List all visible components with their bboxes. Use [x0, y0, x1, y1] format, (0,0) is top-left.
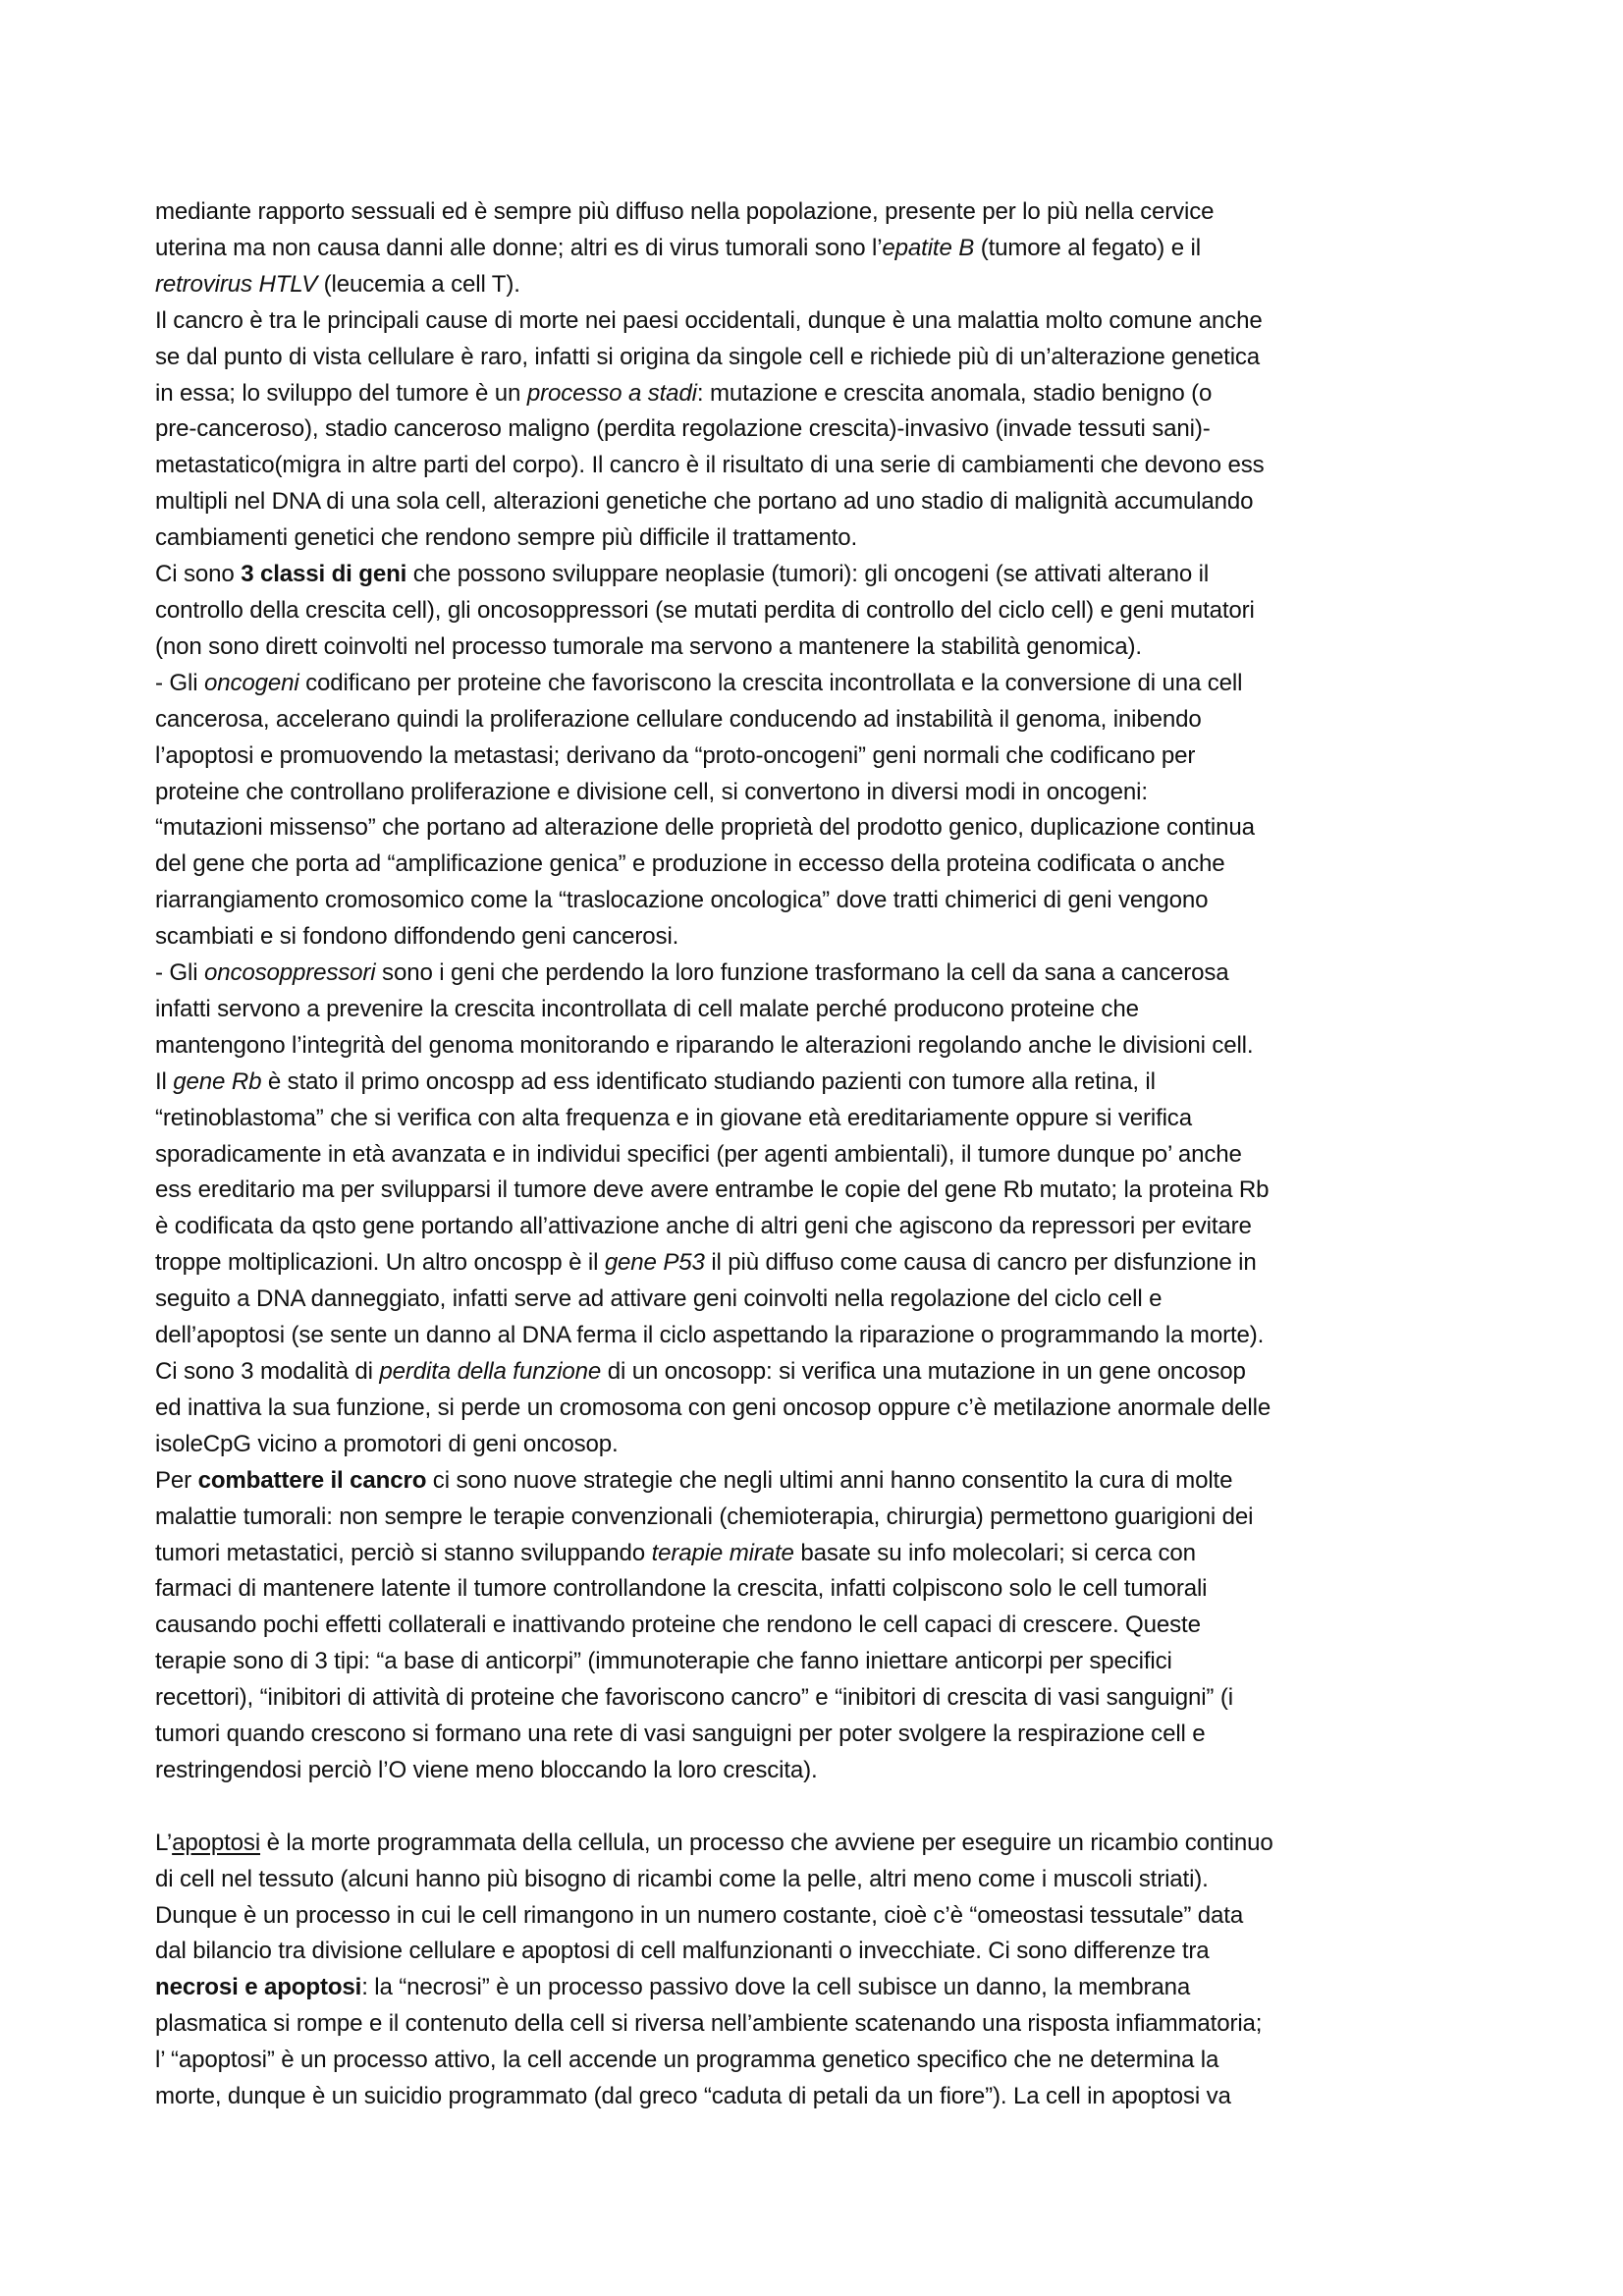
text-line — [155, 992, 1490, 1028]
text-run: cancerosa, accelerano quindi la proliferazione cellulare conducendo ad instabilità il genoma, inibendo — [155, 705, 1202, 733]
text-run: tumori metastatici, perciò si stanno sviluppando — [155, 1539, 652, 1566]
text-run: di cell nel tessuto (alcuni hanno più bisogno di ricambi come la pelle, altri meno come i muscoli striati). — [155, 1865, 1209, 1892]
italic-text: epatite B — [882, 234, 975, 261]
text-line — [155, 194, 1490, 231]
text-run: seguito a DNA danneggiato, infatti serve ad attivare geni coinvolti nella regolazione del ciclo cell e — [155, 1285, 1163, 1313]
text-line — [155, 1391, 1490, 1427]
text-run: - Gli — [155, 959, 204, 987]
text-run: tumori quando crescono si formano una rete di vasi sanguigni per poter svolgere la respirazione cell e — [155, 1721, 1206, 1748]
text-run: ed inattiva la sua funzione, si perde un cromosoma con geni oncosop oppure c’è metilazione anormale delle — [155, 1394, 1271, 1421]
text-run: infatti servono a prevenire la crescita incontrollata di cell malate perché producono proteine che — [155, 995, 1139, 1022]
italic-text: processo a stadi — [526, 379, 697, 407]
paragraph-virus-tumorali — [155, 194, 1490, 303]
text-run: proteine che controllano proliferazione e divisione cell, si convertono in diversi modi in oncogeni: — [155, 778, 1148, 805]
text-line — [155, 231, 1490, 267]
text-run: è stato il primo oncospp ad ess identificato studiando pazienti con tumore alla retina, il — [261, 1067, 1156, 1095]
text-line — [155, 376, 1490, 412]
text-line — [155, 1862, 1490, 1898]
text-run: di un oncosopp: si verifica una mutazione in un gene oncosop — [601, 1358, 1246, 1385]
underlined-text: apoptosi — [172, 1829, 261, 1856]
text-run: cambiamenti genetici che rendono sempre più difficile il trattamento. — [155, 524, 858, 552]
text-run: metastatico(migra in altre parti del corpo). Il cancro è il risultato di una serie di cambiamenti che devono ess — [155, 452, 1265, 479]
text-run: malattie tumorali: non sempre le terapie convenzionali (chemioterapia, chirurgia) permettono guarigioni dei — [155, 1503, 1254, 1530]
italic-text: terapie mirate — [651, 1539, 794, 1566]
text-run: causando pochi effetti collaterali e inattivando proteine che rendono le cell capaci di crescere. Queste — [155, 1612, 1201, 1639]
text-run: Ci sono 3 modalità di — [155, 1358, 380, 1385]
text-run: : mutazione e crescita anomala, stadio benigno (o — [696, 379, 1213, 407]
text-run: L’ — [155, 1829, 173, 1856]
text-line — [155, 1282, 1490, 1318]
italic-text: oncogeni — [203, 669, 299, 696]
text-run: troppe moltiplicazioni. Un altro oncospp è il — [155, 1249, 605, 1277]
text-line — [155, 702, 1490, 738]
text-line — [155, 738, 1490, 775]
italic-text: gene P53 — [604, 1249, 705, 1277]
text-line — [155, 1028, 1490, 1065]
text-line — [155, 448, 1490, 484]
text-run: riarrangiamento cromosomico come la “traslocazione oncologica” dove tratti chimerici di geni vengono — [155, 887, 1209, 914]
text-line — [155, 2079, 1490, 2115]
text-run: codificano per proteine che favoriscono la crescita incontrollata e la conversione di una cell — [298, 669, 1243, 696]
text-run: - Gli — [155, 669, 204, 696]
text-line — [155, 775, 1490, 811]
text-run: uterina ma non causa danni alle donne; altri es di virus tumorali sono l’ — [155, 234, 883, 261]
text-run: l’ “apoptosi” è un processo attivo, la cell accende un programma genetico specifico che ne determina la — [155, 2047, 1219, 2074]
text-line — [155, 303, 1490, 340]
text-run: Dunque è un processo in cui le cell rimangono in un numero costante, cioè c’è “omeostasi tessutale” data — [155, 1901, 1244, 1929]
text-line — [155, 1970, 1490, 2006]
text-line — [155, 1137, 1490, 1174]
text-run: multipli nel DNA di una sola cell, alterazioni genetiche che portano ad uno stadio di malignità accumulando — [155, 488, 1254, 516]
italic-text: retrovirus HTLV — [155, 270, 318, 298]
text-run: se dal punto di vista cellulare è raro, infatti si origina da singole cell e richiede più di un’alterazione genetica — [155, 343, 1261, 370]
text-line — [155, 520, 1490, 557]
text-line — [155, 1354, 1490, 1391]
text-run: è la morte programmata della cellula, un processo che avviene per eseguire un ricambio continuo — [260, 1829, 1273, 1856]
text-line — [155, 883, 1490, 919]
text-line — [155, 1209, 1490, 1245]
text-run: Ci sono — [155, 561, 242, 588]
document-page — [155, 194, 1490, 2115]
paragraph-perdita-funzione — [155, 1354, 1490, 1463]
text-run: Per — [155, 1466, 198, 1494]
text-run: controllo della crescita cell), gli oncosoppressori (se mutati perdita di controllo del ciclo cell) e geni mutatori — [155, 596, 1255, 624]
text-run: mediante rapporto sessuali ed è sempre più diffuso nella popolazione, presente per lo più nella cervice — [155, 198, 1215, 225]
italic-text: perdita della funzione — [379, 1358, 602, 1385]
text-run: “mutazioni missenso” che portano ad alterazione delle proprietà del prodotto genico, duplicazione continua — [155, 814, 1255, 842]
text-run: plasmatica si rompe e il contenuto della cell si riversa nell’ambiente scatenando una risposta infiammatoria; — [155, 2010, 1263, 2038]
text-line — [155, 1318, 1490, 1354]
text-line — [155, 1934, 1490, 1970]
text-run: basate su info molecolari; si cerca con — [793, 1539, 1196, 1566]
italic-text: oncosoppressori — [203, 959, 376, 987]
text-run: dell’apoptosi (se sente un danno al DNA ferma il ciclo aspettando la riparazione o programmando la morte). — [155, 1322, 1265, 1349]
text-line — [155, 1680, 1490, 1717]
text-line — [155, 1717, 1490, 1753]
text-run: (leucemia a cell T). — [317, 270, 520, 298]
text-line — [155, 484, 1490, 520]
text-line — [155, 1826, 1490, 1862]
text-run: (non sono dirett coinvolti nel processo tumorale ma servono a mantenere la stabilità genomica). — [155, 632, 1142, 660]
paragraph-combattere-cancro — [155, 1463, 1490, 1789]
text-line — [155, 1644, 1490, 1680]
text-run: mantengono l’integrità del genoma monitorando e riparando le alterazioni regolando anche le divisioni cell. — [155, 1031, 1254, 1059]
text-line — [155, 557, 1490, 593]
text-run: (tumore al fegato) e il — [974, 234, 1201, 261]
text-line — [155, 1245, 1490, 1282]
paragraph-classi-geni — [155, 557, 1490, 666]
text-run: che possono sviluppare neoplasie (tumori): gli oncogeni (se attivati alterano il — [406, 561, 1210, 588]
text-line — [155, 2006, 1490, 2043]
text-line — [155, 2043, 1490, 2079]
paragraph-apoptosi — [155, 1826, 1490, 2115]
text-line — [155, 810, 1490, 847]
text-line — [155, 411, 1490, 448]
text-run: terapie sono di 3 tipi: “a base di anticorpi” (immunoterapie che fanno iniettare anticorpi per specifici — [155, 1648, 1172, 1675]
text-run: restringendosi perciò l’O viene meno bloccando la loro crescita). — [155, 1756, 818, 1783]
text-run: il più diffuso come causa di cancro per disfunzione in — [704, 1249, 1257, 1277]
text-line — [155, 1536, 1490, 1572]
text-run: dal bilancio tra divisione cellulare e apoptosi di cell malfunzionanti o invecchiate. Ci sono differenze tra — [155, 1938, 1210, 1965]
text-line — [155, 847, 1490, 883]
bold-text: necrosi e apoptosi — [155, 1974, 362, 2001]
text-line — [155, 593, 1490, 629]
text-line — [155, 340, 1490, 376]
text-line — [155, 1173, 1490, 1209]
text-line — [155, 1463, 1490, 1500]
text-line — [155, 1898, 1490, 1935]
text-run: sono i geni che perdendo la loro funzione trasformano la cell da sana a cancerosa — [375, 959, 1229, 987]
text-run: ci sono nuove strategie che negli ultimi anni hanno consentito la cura di molte — [426, 1466, 1233, 1494]
text-run: Il cancro è tra le principali cause di morte nei paesi occidentali, dunque è una malattia molto comune anche — [155, 306, 1263, 334]
text-run: “retinoblastoma” che si verifica con alta frequenza e in giovane età ereditariamente oppure si verifica — [155, 1104, 1192, 1131]
text-line — [155, 1500, 1490, 1536]
text-run: : la “necrosi” è un processo passivo dove la cell subisce un danno, la membrana — [361, 1974, 1191, 2001]
bold-text: combattere il cancro — [197, 1466, 427, 1494]
paragraph-cancro-stadi — [155, 303, 1490, 557]
text-run: recettori), “inibitori di attività di proteine che favoriscono cancro” e “inibitori di crescita di vasi sanguigni” (i — [155, 1684, 1233, 1712]
text-line — [155, 1427, 1490, 1463]
text-line — [155, 1101, 1490, 1137]
text-run: in essa; lo sviluppo del tumore è un — [155, 379, 527, 407]
text-run: ess ereditario ma per svilupparsi il tumore deve avere entrambe le copie del gene Rb mutato; la proteina Rb — [155, 1176, 1270, 1204]
text-run: del gene che porta ad “amplificazione genica” e produzione in eccesso della proteina codificata o anche — [155, 850, 1225, 878]
text-run: l’apoptosi e promuovendo la metastasi; derivano da “proto-oncogeni” geni normali che codificano per — [155, 741, 1196, 769]
text-line — [155, 666, 1490, 702]
italic-text: gene Rb — [173, 1067, 262, 1095]
text-run: Il — [155, 1067, 174, 1095]
text-line — [155, 629, 1490, 666]
text-run: farmaci di mantenere latente il tumore controllandone la crescita, infatti colpiscono solo le cell tumorali — [155, 1575, 1208, 1603]
text-run: è codificata da qsto gene portando all’attivazione anche di altri geni che agiscono da repressori per evitare — [155, 1213, 1252, 1240]
bold-text: 3 classi di geni — [241, 561, 407, 588]
text-line — [155, 1065, 1490, 1101]
text-line — [155, 1571, 1490, 1608]
text-line — [155, 1753, 1490, 1789]
text-run: pre-canceroso), stadio canceroso maligno (perdita regolazione crescita)-invasivo (invade tessuti sani)- — [155, 415, 1211, 443]
text-run: sporadicamente in età avanzata e in individui specifici (per agenti ambientali), il tumore dunque po’ anche — [155, 1140, 1242, 1168]
paragraph-oncogeni — [155, 666, 1490, 956]
text-run: isoleCpG vicino a promotori di geni oncosop. — [155, 1430, 619, 1457]
text-run: scambiati e si fondono diffondendo geni cancerosi. — [155, 923, 679, 951]
text-line — [155, 956, 1490, 992]
text-line — [155, 267, 1490, 303]
paragraph-oncosoppressori — [155, 956, 1490, 1354]
text-line — [155, 1608, 1490, 1644]
text-run: morte, dunque è un suicidio programmato (dal greco “caduta di petali da un fiore”). La cell in apoptosi va — [155, 2083, 1231, 2110]
text-line — [155, 919, 1490, 956]
